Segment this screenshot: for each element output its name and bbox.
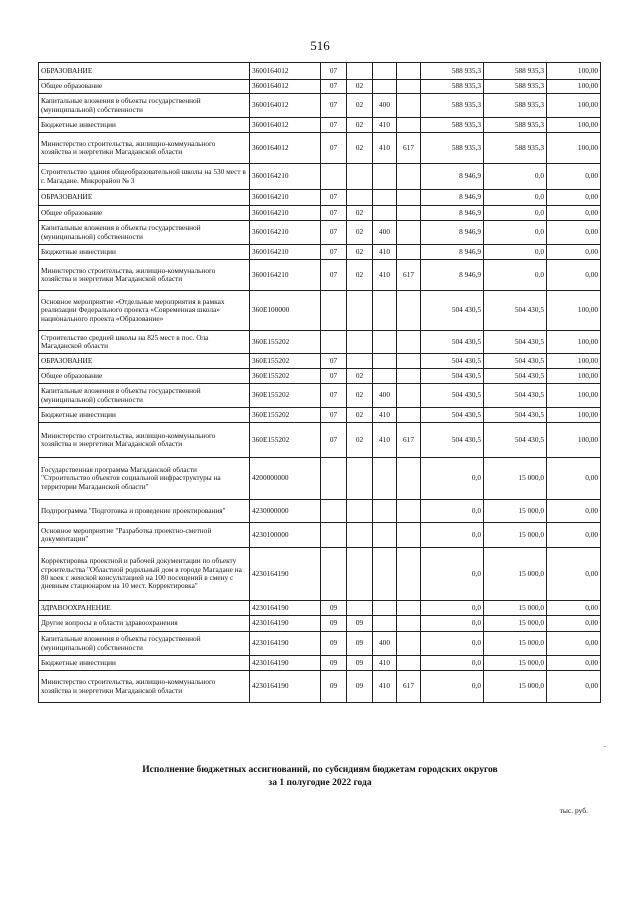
row-expense-type [373,190,397,206]
row-section: 07 [321,354,347,369]
row-subsection [347,548,373,601]
row-name: Основное мероприятие «Отдельные мероприятия в рамках реализации Федерального проекта «Современная школа» национального проекта «Образование» [39,291,250,331]
row-percent: 100,00 [547,133,601,164]
row-section [321,458,347,500]
row-percent: 100,00 [547,369,601,384]
row-department [397,206,421,221]
row-percent: 0,00 [547,245,601,260]
table-row [39,164,601,190]
row-planned: 0,0 [421,458,484,500]
row-subsection: 02 [347,94,373,118]
row-department [397,80,421,94]
row-target-code: 3600164210 [250,164,321,190]
table-row [39,671,601,703]
row-expense-type: 400 [373,94,397,118]
row-department [397,548,421,601]
row-expense-type: 410 [373,656,397,671]
row-percent: 0,00 [547,190,601,206]
row-subsection [347,331,373,354]
row-executed: 0,0 [484,164,547,190]
row-expense-type [373,331,397,354]
row-department [397,500,421,523]
row-section: 09 [321,601,347,616]
row-expense-type [373,80,397,94]
row-name: ОБРАЗОВАНИЕ [39,190,250,206]
row-expense-type [373,206,397,221]
row-department [397,94,421,118]
table-row [39,601,601,616]
row-name: Бюджетные инвестиции [39,118,250,133]
table-row [39,260,601,291]
table-row [39,291,601,331]
table-row [39,80,601,94]
row-expense-type: 400 [373,221,397,245]
row-section: 07 [321,369,347,384]
row-subsection [347,500,373,523]
row-expense-type: 400 [373,384,397,408]
row-name: Министерство строительства, жилищно-коммунального хозяйства и энергетики Магаданской области [39,423,250,458]
row-executed: 0,0 [484,206,547,221]
row-target-code: 360E155202 [250,423,321,458]
margin-mark: - [603,742,606,750]
row-executed: 588 935,3 [484,118,547,133]
row-name: Подпрограмма "Подготовка и проведение проектирования" [39,500,250,523]
row-subsection: 09 [347,632,373,656]
row-expense-type [373,523,397,548]
table-row [39,500,601,523]
table-row [39,458,601,500]
row-percent: 0,00 [547,221,601,245]
row-name: Капитальные вложения в объекты государственной (муниципальной) собственности [39,94,250,118]
row-planned: 588 935,3 [421,80,484,94]
row-department [397,601,421,616]
row-planned: 504 430,5 [421,291,484,331]
row-department [397,408,421,423]
row-executed: 504 430,5 [484,291,547,331]
row-planned: 504 430,5 [421,369,484,384]
table-row [39,245,601,260]
row-expense-type: 410 [373,118,397,133]
row-planned: 0,0 [421,523,484,548]
row-expense-type [373,164,397,190]
row-department [397,164,421,190]
row-target-code: 4230164190 [250,671,321,703]
row-section: 07 [321,94,347,118]
row-target-code: 4230000000 [250,500,321,523]
row-name: Общее образование [39,80,250,94]
table-row [39,133,601,164]
row-executed: 588 935,3 [484,133,547,164]
row-executed: 504 430,5 [484,369,547,384]
row-target-code: 4230164190 [250,601,321,616]
row-section: 07 [321,206,347,221]
row-department [397,190,421,206]
row-subsection: 02 [347,260,373,291]
table-row [39,94,601,118]
row-section: 07 [321,423,347,458]
row-percent: 0,00 [547,500,601,523]
row-executed: 15 000,0 [484,632,547,656]
row-section: 07 [321,118,347,133]
row-target-code: 4230164190 [250,632,321,656]
row-subsection [347,164,373,190]
row-planned: 8 946,9 [421,206,484,221]
row-name: Министерство строительства, жилищно-коммунального хозяйства и энергетики Магаданской области [39,133,250,164]
row-planned: 0,0 [421,500,484,523]
row-expense-type [373,354,397,369]
row-planned: 8 946,9 [421,164,484,190]
row-section [321,331,347,354]
row-percent: 0,00 [547,523,601,548]
row-executed: 0,0 [484,190,547,206]
row-section: 07 [321,190,347,206]
row-department [397,63,421,80]
row-target-code: 3600164210 [250,221,321,245]
row-section: 09 [321,656,347,671]
row-planned: 588 935,3 [421,63,484,80]
row-percent: 0,00 [547,458,601,500]
row-executed: 15 000,0 [484,671,547,703]
row-target-code: 360E155202 [250,369,321,384]
row-target-code: 3600164012 [250,80,321,94]
row-executed: 504 430,5 [484,408,547,423]
row-subsection: 09 [347,616,373,632]
row-subsection: 02 [347,133,373,164]
row-name: ОБРАЗОВАНИЕ [39,354,250,369]
row-subsection [347,601,373,616]
row-percent: 100,00 [547,94,601,118]
row-percent: 0,00 [547,601,601,616]
row-department: 617 [397,671,421,703]
row-percent: 100,00 [547,331,601,354]
row-target-code: 3600164012 [250,118,321,133]
row-section [321,548,347,601]
row-name: Бюджетные инвестиции [39,408,250,423]
row-percent: 0,00 [547,206,601,221]
row-target-code: 3600164012 [250,94,321,118]
row-percent: 100,00 [547,80,601,94]
row-expense-type: 410 [373,408,397,423]
row-target-code: 3600164012 [250,63,321,80]
row-department [397,291,421,331]
row-executed: 0,0 [484,221,547,245]
row-department [397,523,421,548]
row-subsection: 02 [347,206,373,221]
table-row [39,369,601,384]
section-title-line-2: за 1 полугодие 2022 года [268,777,372,788]
row-target-code: 4200000000 [250,458,321,500]
row-target-code: 360E155202 [250,384,321,408]
row-subsection: 09 [347,671,373,703]
row-subsection: 02 [347,384,373,408]
row-planned: 504 430,5 [421,384,484,408]
row-executed: 504 430,5 [484,384,547,408]
row-section: 09 [321,671,347,703]
row-executed: 0,0 [484,245,547,260]
row-subsection [347,458,373,500]
row-department [397,221,421,245]
row-department [397,118,421,133]
row-expense-type [373,548,397,601]
row-expense-type [373,500,397,523]
row-planned: 0,0 [421,548,484,601]
row-target-code: 3600164012 [250,133,321,164]
budget-table [38,62,601,703]
row-section: 07 [321,260,347,291]
row-expense-type: 410 [373,423,397,458]
row-department [397,656,421,671]
table-row [39,354,601,369]
row-percent: 0,00 [547,260,601,291]
row-percent: 100,00 [547,118,601,133]
row-percent: 0,00 [547,164,601,190]
row-section: 07 [321,63,347,80]
row-executed: 588 935,3 [484,80,547,94]
row-target-code: 3600164210 [250,206,321,221]
row-target-code: 360E155202 [250,354,321,369]
row-planned: 0,0 [421,656,484,671]
row-name: Общее образование [39,206,250,221]
row-subsection [347,523,373,548]
row-executed: 15 000,0 [484,523,547,548]
row-executed: 15 000,0 [484,458,547,500]
row-section: 09 [321,632,347,656]
row-percent: 0,00 [547,548,601,601]
row-subsection: 02 [347,80,373,94]
row-expense-type [373,63,397,80]
row-executed: 504 430,5 [484,331,547,354]
row-expense-type [373,616,397,632]
row-section [321,523,347,548]
table-row [39,118,601,133]
row-executed: 504 430,5 [484,423,547,458]
row-planned: 588 935,3 [421,118,484,133]
row-subsection [347,190,373,206]
table-row [39,632,601,656]
row-target-code: 360E100000 [250,291,321,331]
row-department: 617 [397,423,421,458]
row-name: Бюджетные инвестиции [39,245,250,260]
row-expense-type: 410 [373,260,397,291]
row-executed: 504 430,5 [484,354,547,369]
row-planned: 0,0 [421,632,484,656]
row-planned: 588 935,3 [421,94,484,118]
row-executed: 588 935,3 [484,94,547,118]
row-planned: 0,0 [421,601,484,616]
row-target-code: 3600164210 [250,245,321,260]
table-row [39,221,601,245]
table-row [39,190,601,206]
row-subsection [347,354,373,369]
section-title-line-1: Исполнение бюджетных ассигнований, по субсидиям бюджетам городских округов [142,765,498,775]
row-section [321,500,347,523]
row-target-code: 360E155202 [250,331,321,354]
row-subsection: 02 [347,369,373,384]
row-percent: 0,00 [547,656,601,671]
row-name: Капитальные вложения в объекты государственной (муниципальной) собственности [39,384,250,408]
row-percent: 100,00 [547,423,601,458]
table-row [39,548,601,601]
row-section: 07 [321,384,347,408]
row-name: Строительство здания общеобразовательной школы на 530 мест в г. Магадане. Микрорайон № 3 [39,164,250,190]
row-section: 07 [321,408,347,423]
row-section [321,291,347,331]
row-target-code: 3600164210 [250,260,321,291]
row-name: Корректировка проектной и рабочей документации по объекту строительства "Областной родильный дом в городе Магадане на 80 коек с женской консультацией на 100 посещений в смену с дневным стационаром на 10 мест. Корректировка" [39,548,250,601]
page-number: 516 [310,38,330,53]
row-percent: 100,00 [547,291,601,331]
row-executed: 15 000,0 [484,616,547,632]
row-name: Министерство строительства, жилищно-коммунального хозяйства и энергетики Магаданской области [39,260,250,291]
row-subsection: 02 [347,221,373,245]
row-subsection [347,63,373,80]
row-planned: 8 946,9 [421,260,484,291]
row-target-code: 4230164190 [250,548,321,601]
table-row [39,384,601,408]
row-department [397,458,421,500]
row-executed: 15 000,0 [484,548,547,601]
row-department: 617 [397,260,421,291]
row-executed: 15 000,0 [484,500,547,523]
row-planned: 504 430,5 [421,354,484,369]
row-section: 07 [321,80,347,94]
row-planned: 504 430,5 [421,423,484,458]
row-planned: 588 935,3 [421,133,484,164]
row-planned: 8 946,9 [421,190,484,206]
row-percent: 0,00 [547,632,601,656]
row-target-code: 4230164190 [250,656,321,671]
units-label: тыс. руб. [559,806,588,815]
row-name: Государственная программа Магаданской области "Строительство объектов социальной инфраструктуры на территории Магаданской области" [39,458,250,500]
row-name: Капитальные вложения в объекты государственной (муниципальной) собственности [39,221,250,245]
row-expense-type [373,458,397,500]
row-department [397,384,421,408]
row-expense-type: 410 [373,671,397,703]
row-section: 07 [321,245,347,260]
row-name: ЗДРАВООХРАНЕНИЕ [39,601,250,616]
row-name: Бюджетные инвестиции [39,656,250,671]
row-executed: 15 000,0 [484,656,547,671]
row-executed: 0,0 [484,260,547,291]
row-department [397,632,421,656]
row-section [321,164,347,190]
row-department [397,616,421,632]
row-subsection: 02 [347,408,373,423]
row-percent: 100,00 [547,354,601,369]
row-percent: 100,00 [547,384,601,408]
row-department [397,331,421,354]
row-subsection: 09 [347,656,373,671]
row-planned: 504 430,5 [421,331,484,354]
row-target-code: 3600164210 [250,190,321,206]
row-department [397,354,421,369]
row-expense-type [373,601,397,616]
row-subsection: 02 [347,118,373,133]
table-row [39,656,601,671]
row-name: Общее образование [39,369,250,384]
row-planned: 504 430,5 [421,408,484,423]
row-section: 09 [321,616,347,632]
row-target-code: 4230164190 [250,616,321,632]
row-name: Строительство средней школы на 825 мест в пос. Ола Магаданской области [39,331,250,354]
row-department [397,369,421,384]
row-name: Другие вопросы в области здравоохранения [39,616,250,632]
row-target-code: 360E155202 [250,408,321,423]
row-planned: 0,0 [421,616,484,632]
row-section: 07 [321,133,347,164]
row-subsection: 02 [347,423,373,458]
row-percent: 100,00 [547,63,601,80]
row-expense-type [373,291,397,331]
row-subsection: 02 [347,245,373,260]
table-body [39,63,601,703]
section-title [0,764,640,790]
row-department [397,245,421,260]
row-percent: 100,00 [547,408,601,423]
table-row [39,206,601,221]
row-percent: 0,00 [547,616,601,632]
row-name: Министерство строительства, жилищно-коммунального хозяйства и энергетики Магаданской области [39,671,250,703]
table-row [39,523,601,548]
table-row [39,423,601,458]
row-expense-type: 410 [373,245,397,260]
table-row [39,63,601,80]
row-expense-type: 410 [373,133,397,164]
row-target-code: 4230100000 [250,523,321,548]
row-expense-type: 400 [373,632,397,656]
table-row [39,408,601,423]
row-expense-type [373,369,397,384]
row-name: ОБРАЗОВАНИЕ [39,63,250,80]
row-planned: 8 946,9 [421,221,484,245]
row-name: Капитальные вложения в объекты государственной (муниципальной) собственности [39,632,250,656]
row-department: 617 [397,133,421,164]
row-planned: 8 946,9 [421,245,484,260]
row-percent: 0,00 [547,671,601,703]
row-planned: 0,0 [421,671,484,703]
row-name: Основное мероприятие "Разработка проектно-сметной документации" [39,523,250,548]
table-row [39,616,601,632]
row-executed: 15 000,0 [484,601,547,616]
row-section: 07 [321,221,347,245]
row-subsection [347,291,373,331]
table-row [39,331,601,354]
row-executed: 588 935,3 [484,63,547,80]
